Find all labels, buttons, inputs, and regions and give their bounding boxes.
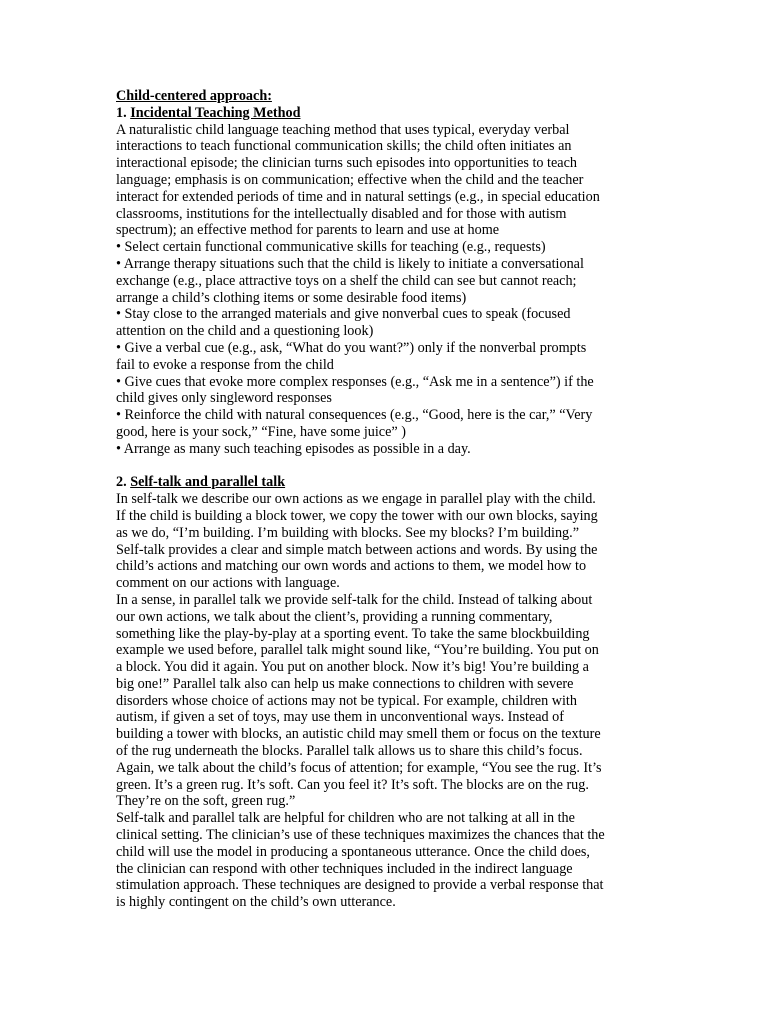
section-1-body — [116, 122, 656, 458]
text-line: child will use the model in producing a spontaneous utterance. Once the child does, — [116, 843, 590, 860]
document-title: Child-centered approach: — [116, 88, 272, 104]
text-line: big one!” Parallel talk also can help us make connections to children with severe — [116, 675, 574, 692]
text-line: language; emphasis is on communication; effective when the child and the teacher — [116, 171, 584, 188]
text-line: fail to evoke a response from the child — [116, 356, 334, 373]
text-line: • Select certain functional communicative skills for teaching (e.g., requests) — [116, 239, 546, 256]
section-spacer — [116, 458, 656, 475]
text-line: In a sense, in parallel talk we provide self-talk for the child. Instead of talking about — [116, 591, 593, 608]
section-1-number: 1. — [116, 104, 131, 121]
text-line: • Stay close to the arranged materials and give nonverbal cues to speak (focused — [116, 306, 571, 323]
section-2-heading — [116, 474, 656, 491]
text-line: • Give a verbal cue (e.g., ask, “What do you want?”) only if the nonverbal prompts — [116, 339, 587, 356]
section-1-heading — [116, 105, 656, 122]
text-line: Self-talk provides a clear and simple match between actions and words. By using the — [116, 541, 598, 558]
text-line: interact for extended periods of time and in natural settings (e.g., in special education — [116, 188, 600, 205]
section-2-number: 2. — [116, 474, 131, 491]
text-line: • Reinforce the child with natural consequences (e.g., “Good, here is the car,” “Very — [116, 407, 593, 424]
document-page — [116, 88, 656, 911]
text-line: In self-talk we describe our own actions as we engage in parallel play with the child. — [116, 491, 596, 508]
text-line: stimulation approach. These techniques are designed to provide a verbal response that — [116, 877, 604, 894]
text-line: is highly contingent on the child’s own utterance. — [116, 894, 396, 911]
text-line: clinical setting. The clinician’s use of these techniques maximizes the chances that the — [116, 827, 605, 844]
section-2-body — [116, 491, 656, 911]
text-line: They’re on the soft, green rug.” — [116, 793, 296, 810]
text-line: classrooms, institutions for the intellectually disabled and for those with autism — [116, 205, 567, 222]
text-line: • Arrange therapy situations such that the child is likely to initiate a conversational — [116, 255, 584, 272]
text-line: child’s actions and matching our own words and actions to them, we model how to — [116, 558, 587, 575]
text-line: A naturalistic child language teaching method that uses typical, everyday verbal — [116, 121, 570, 138]
text-line: interactional episode; the clinician turns such episodes into opportunities to teach — [116, 155, 577, 172]
text-line: something like the play-by-play at a sporting event. To take the same blockbuilding — [116, 625, 590, 642]
text-line: as we do, “I’m building. I’m building with blocks. See my blocks? I’m building.” — [116, 524, 579, 541]
text-line: the clinician can respond with other techniques included in the indirect language — [116, 860, 573, 877]
text-line: building a tower with blocks, an autistic child may smell them or focus on the texture — [116, 726, 601, 743]
text-line: disorders whose choice of actions may not be typical. For example, children with — [116, 692, 577, 709]
text-line: • Give cues that evoke more complex responses (e.g., “Ask me in a sentence”) if the — [116, 373, 594, 390]
text-line: comment on our actions with language. — [116, 575, 340, 592]
text-line: • Arrange as many such teaching episodes as possible in a day. — [116, 440, 471, 457]
text-line: good, here is your sock,” “Fine, have some juice” ) — [116, 423, 406, 440]
text-line: interactions to teach functional communication skills; the child often initiates an — [116, 138, 572, 155]
text-line: arrange a child’s clothing items or some desirable food items) — [116, 289, 467, 306]
text-line: our own actions, we talk about the client’s, providing a running commentary, — [116, 608, 553, 625]
text-line: exchange (e.g., place attractive toys on a shelf the child can see but cannot reach; — [116, 272, 577, 289]
text-line: attention on the child and a questioning look) — [116, 323, 374, 340]
text-line: green. It’s a green rug. It’s soft. Can you feel it? It’s soft. The blocks are on the rug. — [116, 776, 589, 793]
text-line: of the rug underneath the blocks. Parallel talk allows us to share this child’s focus. — [116, 743, 583, 760]
section-1-title: Incidental Teaching Method — [130, 104, 301, 121]
text-line: spectrum); an effective method for parents to learn and use at home — [116, 222, 500, 239]
text-line: autism, if given a set of toys, may use them in unconventional ways. Instead of — [116, 709, 564, 726]
text-line: Self-talk and parallel talk are helpful for children who are not talking at all in the — [116, 810, 575, 827]
text-line: Again, we talk about the child’s focus of attention; for example, “You see the rug. It’s — [116, 759, 602, 776]
text-line: If the child is building a block tower, we copy the tower with our own blocks, saying — [116, 507, 598, 524]
text-line: a block. You did it again. You put on another block. Now it’s big! You’re building a — [116, 659, 589, 676]
section-2-title: Self-talk and parallel talk — [130, 474, 286, 491]
text-line: example we used before, parallel talk might sound like, “You’re building. You put on — [116, 642, 599, 659]
text-line: child gives only singleword responses — [116, 390, 332, 407]
